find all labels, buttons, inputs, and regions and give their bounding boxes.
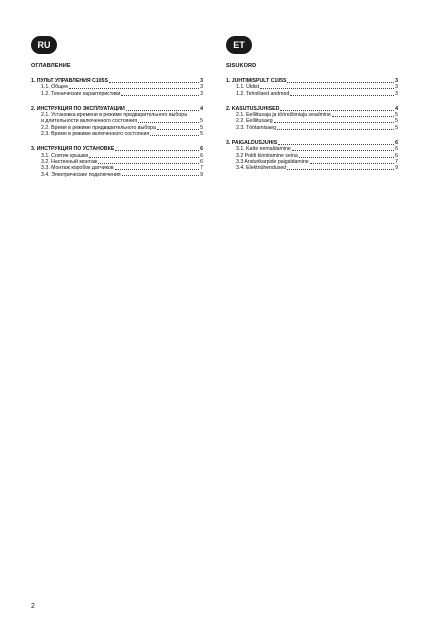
leader-dots [138, 122, 199, 123]
leader-dots [287, 82, 394, 83]
leader-dots [157, 129, 199, 130]
language-badge-et: ET [226, 36, 252, 54]
toc-entry-title: 1. JUHTIMISPULT C105S [226, 78, 287, 84]
et-column [226, 36, 398, 172]
leader-dots [109, 82, 199, 83]
leader-dots [332, 116, 394, 117]
toc-heading-et: SISUKORD [226, 63, 257, 69]
toc-entry[interactable] [226, 165, 398, 171]
toc-section-ru-2 [31, 106, 203, 137]
leader-dots [280, 110, 394, 111]
toc-entry-title: 2.2. Eelliitusaeg [236, 118, 273, 125]
toc-page-number: 7 [395, 158, 398, 165]
toc-page-number: 7 [200, 165, 203, 172]
leader-dots [150, 135, 199, 136]
toc-entry[interactable] [226, 125, 398, 131]
leader-dots [115, 150, 199, 151]
toc-page-number: 6 [395, 140, 398, 147]
toc-entry-title: 3.4. Электрические подключения [41, 171, 121, 178]
leader-dots [121, 95, 199, 96]
leader-dots [277, 129, 394, 130]
toc-entry-title: 2.1. Установка времени в режиме предварительного выбора [41, 112, 187, 119]
toc-page-number: 9 [395, 165, 398, 172]
toc-entry-title: 3. ИНСТРУКЦИЯ ПО УСТАНОВКЕ [31, 146, 115, 153]
leader-dots [122, 175, 199, 176]
toc-page-number: 4 [395, 105, 398, 112]
toc-page-number: 6 [200, 158, 203, 165]
toc-section-ru-3 [31, 146, 203, 177]
leader-dots [278, 144, 394, 145]
leader-dots [274, 122, 394, 123]
toc-entry[interactable] [31, 131, 203, 137]
toc-entry-title: 3.1. Снятие крышки [41, 152, 89, 159]
toc-page-number: 5 [395, 118, 398, 125]
toc-page-number: 3 [200, 84, 203, 91]
toc-entry-title: 3.1. Katte eemaldamine [236, 146, 291, 153]
toc-entry-title: 3.2. Настенный монтаж [41, 158, 98, 165]
toc-entry-title: 2.2. Время в режиме предварительного выбора [41, 124, 156, 131]
toc-page-number: 4 [200, 105, 203, 112]
page-number: 2 [31, 603, 35, 610]
toc-page-number: 5 [200, 118, 203, 125]
leader-dots [89, 157, 199, 158]
toc-entry-title: 2.3. Töötamisaeg [236, 124, 276, 131]
toc-section-ru-1 [31, 78, 203, 97]
toc-entry-title: 3.3. Монтаж коробок датчиков [41, 165, 114, 172]
toc-entry-title: 2. ИНСТРУКЦИЯ ПО ЭКСПЛУАТАЦИИ [31, 105, 125, 112]
leader-dots [287, 169, 394, 170]
toc-section-et-3 [226, 140, 398, 171]
leader-dots [292, 150, 394, 151]
toc-page-number: 3 [395, 78, 398, 84]
toc-entry-title: 1. ПУЛЬТ УПРАВЛЕНИЯ C105S [31, 78, 108, 84]
leader-dots [126, 110, 199, 111]
toc-entry-title: 3.4. Elektriühendused [236, 165, 287, 172]
toc-page-number: 5 [395, 124, 398, 131]
toc-page-number: 5 [200, 131, 203, 138]
leader-dots [115, 169, 199, 170]
toc-heading-ru: ОГЛАВЛЕНИЕ [31, 63, 71, 69]
toc-page-number: 5 [395, 112, 398, 119]
toc-page-number: 6 [395, 146, 398, 153]
toc-entry-title-continued: и длительности включенного состояния [41, 118, 138, 125]
toc-page-number: 3 [200, 78, 203, 84]
toc-entry-title: 1.2. Технические характеристики [41, 90, 121, 97]
toc-entry[interactable] [31, 91, 203, 97]
toc-page-number: 6 [395, 152, 398, 159]
leader-dots [69, 88, 199, 89]
toc-entry-title: 2. KASUTUSJUHISED [226, 105, 280, 112]
language-badge-ru: RU [31, 36, 57, 54]
toc-page-number: 6 [200, 146, 203, 153]
leader-dots [98, 163, 199, 164]
ru-column [31, 36, 203, 178]
toc-page-number: 6 [200, 152, 203, 159]
toc-entry-title: 3.3 Andurikarpide paigaldamine [236, 158, 309, 165]
toc-entry-title: 3.2 Poldi kinnitamine seina [236, 152, 298, 159]
toc-entry-title: 1.1. Общее [41, 84, 69, 91]
toc-page-number: 3 [395, 90, 398, 97]
toc-entry[interactable] [31, 112, 203, 125]
toc-page-number: 3 [200, 90, 203, 97]
toc-entry-title: 2.1. Eelliitusaja ja töörežiimiaja seadmine [236, 112, 331, 119]
toc-entry-title: 3. PAIGALDUSJUHIS [226, 140, 278, 147]
toc-entry-title: 1.2. Tehnilised andmed [236, 90, 290, 97]
leader-dots [260, 88, 394, 89]
leader-dots [310, 163, 394, 164]
toc-entry-title: 2.3. Время в режиме включенного состояния [41, 131, 150, 138]
toc-entry[interactable] [31, 172, 203, 178]
leader-dots [299, 157, 394, 158]
leader-dots [290, 95, 394, 96]
toc-page-number: 9 [200, 171, 203, 178]
toc-section-et-1 [226, 78, 398, 97]
toc-page-number: 5 [200, 124, 203, 131]
toc-entry-title: 1.1. Üldist [236, 84, 260, 91]
toc-page-number: 3 [395, 84, 398, 91]
toc-entry[interactable] [226, 91, 398, 97]
toc-section-et-2 [226, 106, 398, 131]
